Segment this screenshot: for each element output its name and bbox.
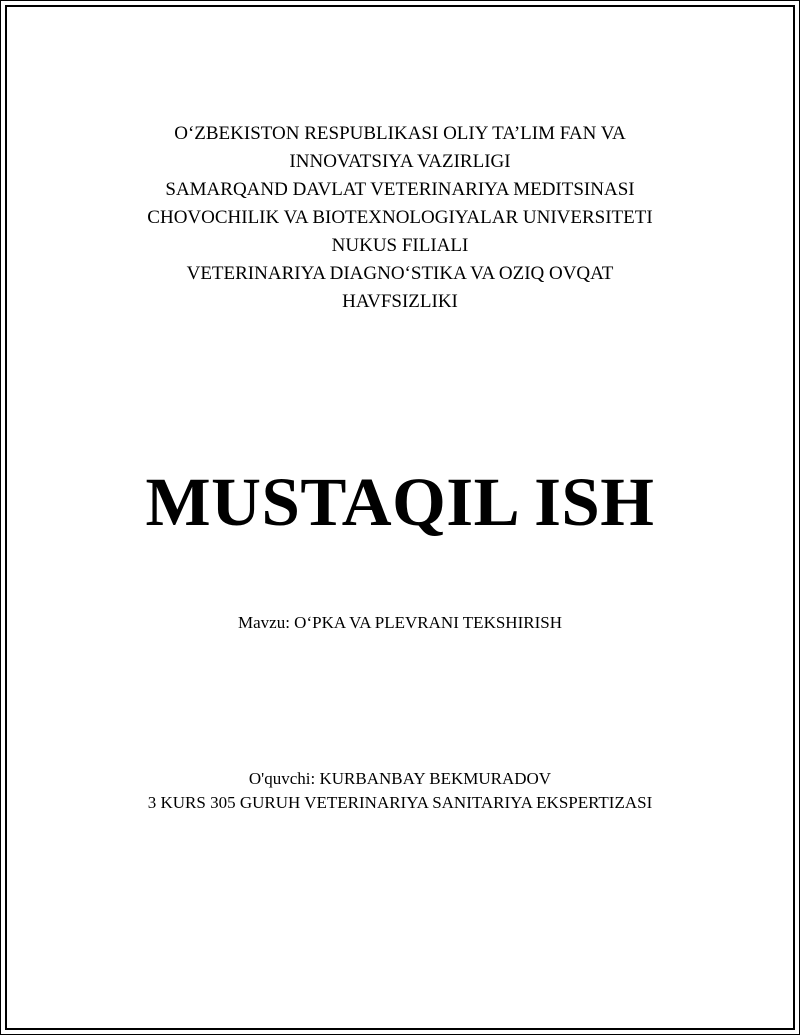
header-line-university-cont: CHOVOCHILIK VA BIOTEXNOLOGIYALAR UNIVERSITETI <box>147 207 653 228</box>
header-line-ministry-cont: INNOVATSIYA VAZIRLIGI <box>289 151 511 172</box>
student-group: 3 KURS 305 GURUH VETERINARIYA SANITARIYA EKSPERTIZASI <box>147 793 653 812</box>
document-title: MUSTAQIL ISH <box>145 464 655 540</box>
header-line-university: SAMARQAND DAVLAT VETERINARIYA MEDITSINASI <box>165 179 635 200</box>
header-line-department: VETERINARIYA DIAGNO‘STIKA VA OZIQ OVQAT <box>186 263 614 284</box>
header-line-ministry: O‘ZBEKISTON RESPUBLIKASI OLIY TA’LIM FAN VA <box>174 123 626 144</box>
student-info <box>0 767 800 815</box>
institution-header <box>0 120 800 316</box>
student-name: O'quvchi: KURBANBAY BEKMURADOV <box>248 769 552 788</box>
header-line-branch: NUKUS FILIALI <box>331 235 469 256</box>
header-line-department-cont: HAVFSIZLIKI <box>342 291 458 312</box>
topic-line: Mavzu: O‘PKA VA PLEVRANI TEKSHIRISH <box>238 613 562 632</box>
